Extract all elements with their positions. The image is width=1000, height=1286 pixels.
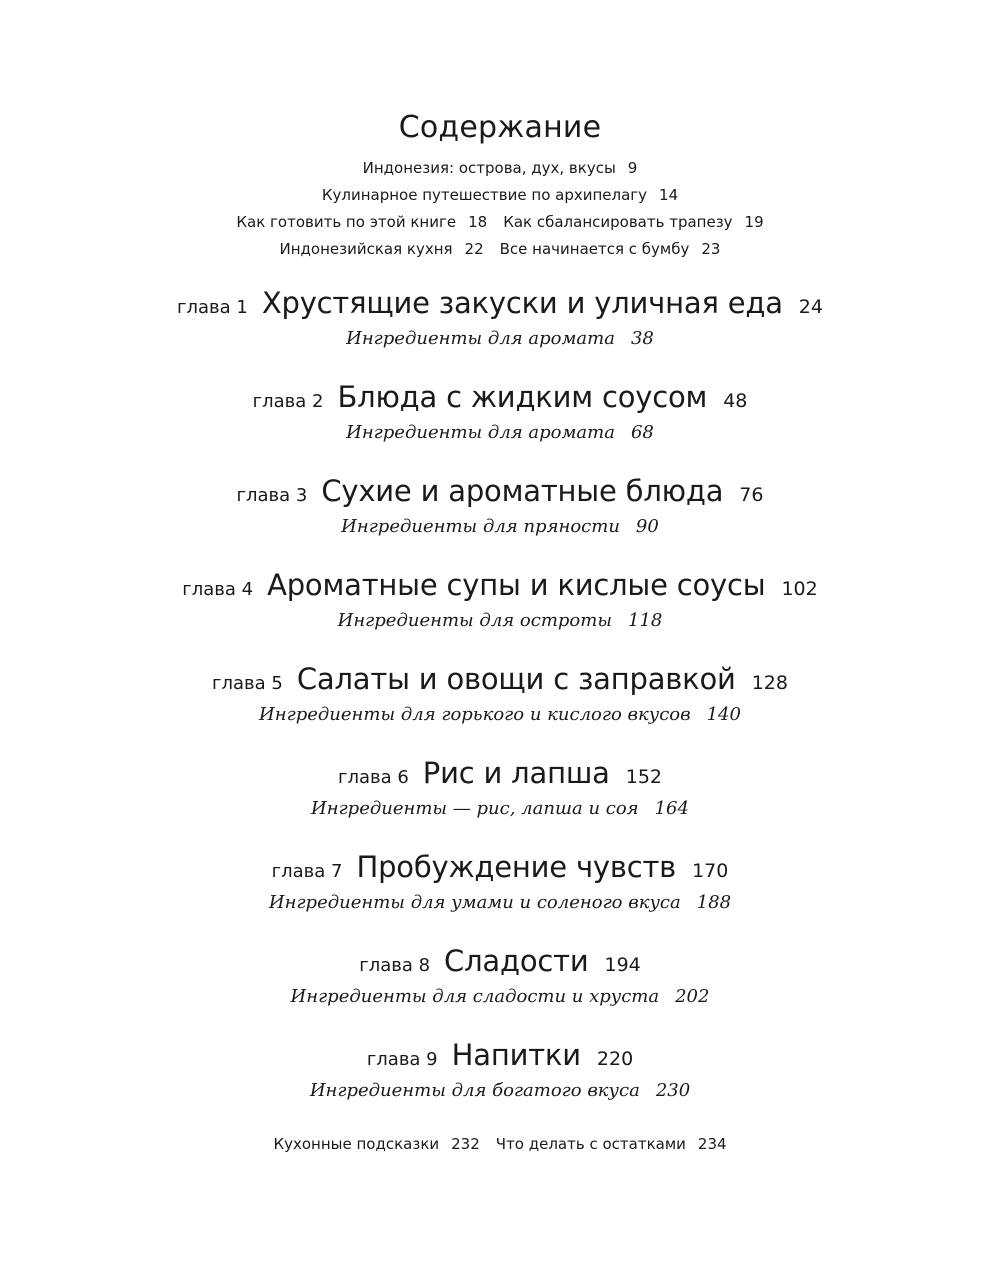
- chapter-entry: [0, 752, 1000, 822]
- chapter-title: Салаты и овощи с заправкой: [296, 662, 736, 696]
- chapter-entry: [0, 470, 1000, 540]
- chapter-subtitle: Ингредиенты для аромата: [346, 422, 615, 443]
- chapter-title: Сухие и ароматные блюда: [321, 474, 724, 508]
- chapter-entry: [0, 658, 1000, 728]
- chapter-subtitle-page: 202: [675, 986, 710, 1007]
- toc-entry-page: 19: [744, 213, 764, 231]
- chapter-entry: [0, 376, 1000, 446]
- toc-entry-page: 9: [627, 159, 638, 177]
- chapter-subtitle-page: 140: [706, 704, 741, 725]
- chapter-label: глава 6: [337, 767, 409, 788]
- chapter-title: Блюда с жидким соусом: [337, 380, 708, 414]
- chapter-page: 24: [798, 296, 823, 318]
- chapter-subtitle: Ингредиенты для богатого вкуса: [309, 1080, 640, 1101]
- chapter-page: 76: [739, 484, 764, 506]
- toc-entry-label: Что делать с остатками: [495, 1135, 686, 1153]
- chapter-page: 194: [604, 954, 641, 976]
- back-matter-line: [0, 1134, 1000, 1154]
- chapter-subtitle-page: 164: [654, 798, 689, 819]
- chapter-subtitle-page: 68: [630, 422, 654, 443]
- chapter-label: глава 7: [271, 861, 343, 882]
- toc-entry-label: Индонезийская кухня: [279, 240, 453, 258]
- toc-entry-label: Индонезия: острова, дух, вкусы: [362, 159, 616, 177]
- front-matter-line: [0, 185, 1000, 205]
- toc-entry-page: 18: [468, 213, 488, 231]
- toc-entry-label: Все начинается с бумбу: [499, 240, 690, 258]
- front-matter-line: [0, 239, 1000, 259]
- chapter-title: Пробуждение чувств: [356, 850, 677, 884]
- chapter-subtitle: Ингредиенты для умами и соленого вкуса: [268, 892, 681, 913]
- chapter-page: 152: [625, 766, 662, 788]
- toc-entry-label: Кухонные подсказки: [273, 1135, 440, 1153]
- chapter-label: глава 8: [359, 955, 431, 976]
- toc-entry-label: Кулинарное путешествие по архипелагу: [321, 186, 648, 204]
- chapter-subtitle-page: 230: [655, 1080, 691, 1101]
- chapter-label: глава 1: [177, 297, 248, 318]
- toc-entry-page: 23: [701, 240, 721, 258]
- chapter-subtitle-page: 188: [696, 892, 732, 913]
- chapter-subtitle-page: 38: [630, 328, 654, 349]
- chapter-label: глава 3: [236, 485, 308, 506]
- chapter-entry: [0, 564, 1000, 634]
- chapter-page: 220: [596, 1048, 634, 1070]
- chapter-subtitle-page: 90: [635, 516, 659, 537]
- chapter-title: Сладости: [444, 944, 589, 978]
- chapter-subtitle: Ингредиенты для аромата: [346, 328, 615, 349]
- chapter-page: 128: [751, 672, 788, 694]
- toc-entry-page: 22: [464, 240, 484, 258]
- chapter-entry: [0, 940, 1000, 1010]
- chapter-title: Напитки: [451, 1038, 581, 1072]
- toc-entry-page: 234: [697, 1135, 727, 1153]
- chapter-subtitle: Ингредиенты для остроты: [337, 610, 612, 631]
- chapter-page: 170: [692, 860, 729, 882]
- toc-entry-label: Как сбалансировать трапезу: [503, 213, 733, 231]
- chapter-entry: [0, 846, 1000, 916]
- chapter-entry: [0, 282, 1000, 352]
- front-matter-line: [0, 158, 1000, 178]
- chapter-title: Хрустящие закуски и уличная еда: [261, 286, 783, 320]
- chapter-subtitle-page: 118: [628, 610, 663, 631]
- chapter-subtitle: Ингредиенты — рис, лапша и соя: [311, 798, 639, 819]
- chapter-label: глава 5: [212, 673, 283, 694]
- chapter-title: Рис и лапша: [422, 756, 610, 790]
- toc-entry-label: Как готовить по этой книге: [236, 213, 457, 231]
- chapter-label: глава 4: [182, 579, 254, 600]
- chapter-page: 48: [723, 390, 748, 412]
- page-title: Содержание: [398, 110, 602, 146]
- toc-entry-page: 14: [659, 186, 679, 204]
- chapter-subtitle: Ингредиенты для сладости и хруста: [290, 986, 660, 1007]
- chapter-entry: [0, 1034, 1000, 1104]
- front-matter-line: [0, 212, 1000, 232]
- chapter-subtitle: Ингредиенты для пряности: [341, 516, 620, 537]
- chapter-label: глава 9: [366, 1049, 438, 1070]
- toc-entry-page: 232: [451, 1135, 480, 1153]
- chapter-title: Ароматные супы и кислые соусы: [267, 568, 766, 602]
- chapter-page: 102: [781, 578, 818, 600]
- chapter-subtitle: Ингредиенты для горького и кислого вкусов: [259, 704, 691, 725]
- chapter-label: глава 2: [252, 391, 324, 412]
